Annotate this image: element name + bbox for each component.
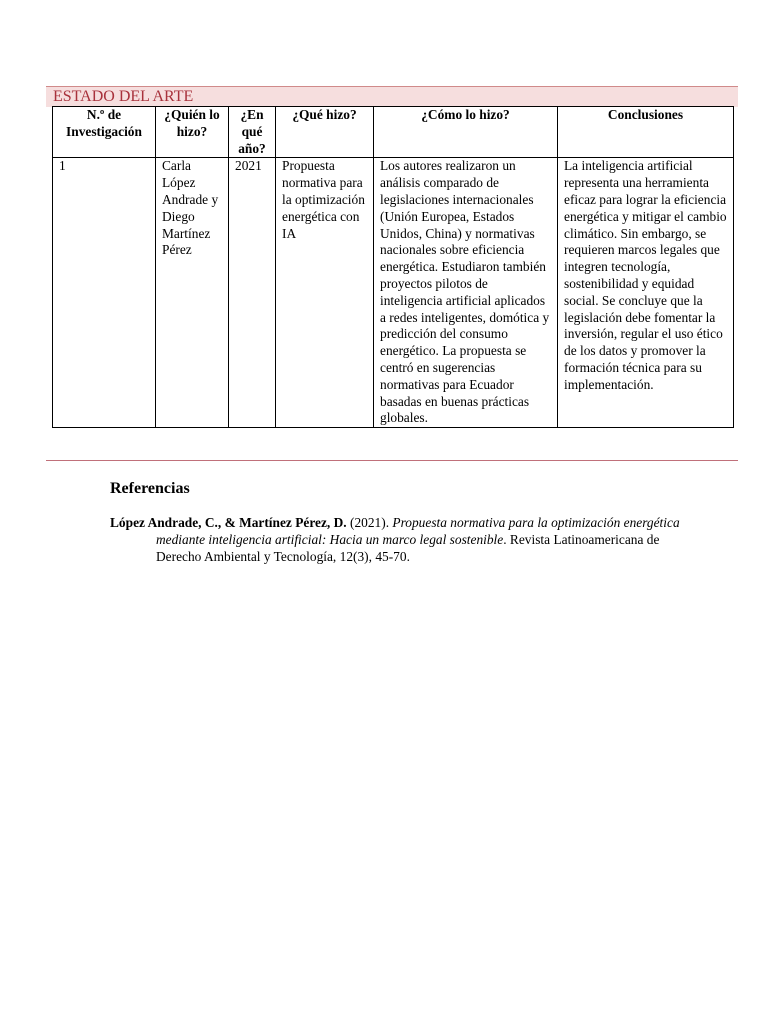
column-header-quien: ¿Quién lo hizo?	[156, 107, 229, 158]
cell-anio: 2021	[229, 158, 276, 428]
column-header-numero: N.º de Investigación	[53, 107, 156, 158]
reference-year: (2021).	[346, 515, 393, 530]
column-header-anio: ¿En qué año?	[229, 107, 276, 158]
cell-numero: 1	[53, 158, 156, 428]
column-header-que: ¿Qué hizo?	[276, 107, 374, 158]
cell-que: Propuesta normativa para la optimización energética con IA	[276, 158, 374, 428]
table-bottom-rule	[46, 460, 738, 461]
cell-conclusiones: La inteligencia artificial representa una herramienta eficaz para lograr la eficiencia energética y mitigar el cambio climático. Sin embargo, se requieren marcos legales que integren tecnología, sostenibilidad y equidad social. Se concluye que la legislación debe fomentar la inversión, regular el uso ético de los datos y promover la formación técnica para su implementación.	[558, 158, 734, 428]
reference-source: . Revista Latinoamericana de Derecho Ambiental y Tecnología, 12(3), 45-70.	[156, 532, 660, 564]
section-title: ESTADO DEL ARTE	[53, 88, 194, 105]
reference-entry	[110, 514, 691, 565]
reference-title: Propuesta normativa para la optimización energética mediante inteligencia artificial: Hacia un marco legal sostenible	[156, 515, 680, 547]
cell-quien: Carla López Andrade y Diego Martínez Pérez	[156, 158, 229, 428]
estado-del-arte-table	[52, 106, 734, 428]
table-header-row	[53, 107, 734, 158]
reference-authors: López Andrade, C., & Martínez Pérez, D.	[110, 515, 347, 530]
column-header-conclusiones: Conclusiones	[558, 107, 734, 158]
references-heading: Referencias	[110, 480, 190, 497]
column-header-como: ¿Cómo lo hizo?	[374, 107, 558, 158]
table-row	[53, 158, 734, 428]
cell-como: Los autores realizaron un análisis comparado de legislaciones internacionales (Unión Europea, Estados Unidos, China) y normativas nacionales sobre eficiencia energética. Estudiaron también proyectos pilotos de inteligencia artificial aplicados a redes inteligentes, domótica y predicción del consumo energético. La propuesta se centró en sugerencias normativas para Ecuador basadas en buenas prácticas globales.	[374, 158, 558, 428]
